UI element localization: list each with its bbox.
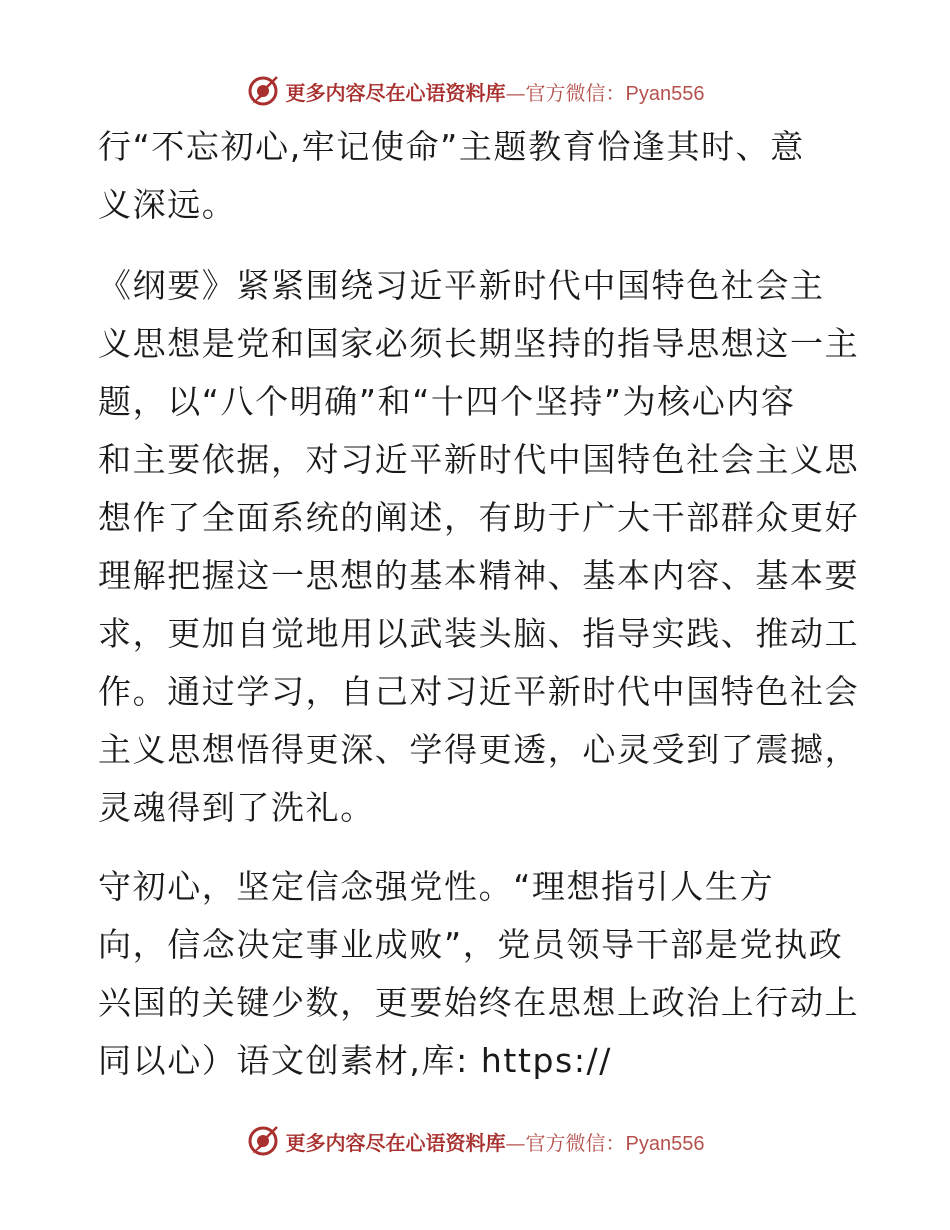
paragraph [98,257,858,837]
text-line: 求，更加自觉地用以武装头脑、指导实践、推动工 [98,614,860,653]
paragraph [98,118,858,234]
text-line: 和主要依据，对习近平新时代中国特色社会主义思 [98,440,860,479]
watermark-text: 更多内容尽在心语资料库—官方微信：Pyan556 [285,1130,705,1155]
text-line: 作。通过学习，自己对习近平新时代中国特色社会 [98,672,860,711]
text-line: 灵魂得到了洗礼。 [98,788,375,827]
text-line: 义思想是党和国家必须长期坚持的指导思想这一主 [98,324,860,363]
text-line: 想作了全面系统的阐述，有助于广大干部群众更好 [98,498,860,537]
text-line: 主义思想悟得更深、学得更透，心灵受到了震撼， [98,730,860,769]
text-line: 《纲要》紧紧围绕习近平新时代中国特色社会主 [98,266,825,305]
header-watermark [0,71,950,111]
watermark-text: 更多内容尽在心语资料库—官方微信：Pyan556 [285,80,705,105]
footer-watermark [0,1121,950,1161]
text-line: 兴国的关键少数，更要始终在思想上政治上行动上 [98,983,860,1022]
paragraph [98,858,858,1090]
text-line: 理解把握这一思想的基本精神、基本内容、基本要 [98,556,860,595]
text-line: 行“不忘初心,牢记使命”主题教育恰逢其时、意 [98,127,805,166]
text-line: 义深远。 [98,185,237,224]
text-line: 守初心，坚定信念强党性。“理想指引人生方 [98,867,775,906]
text-line: 题，以“八个明确”和“十四个坚持”为核心内容 [98,382,796,421]
text-line: 同以心）语文创素材,库: https:// [98,1041,612,1080]
quill-logo-icon [246,1124,280,1158]
text-line: 向，信念决定事业成败”，党员领导干部是党执政 [98,925,844,964]
quill-logo-icon [246,74,280,108]
document-body [98,118,858,1090]
